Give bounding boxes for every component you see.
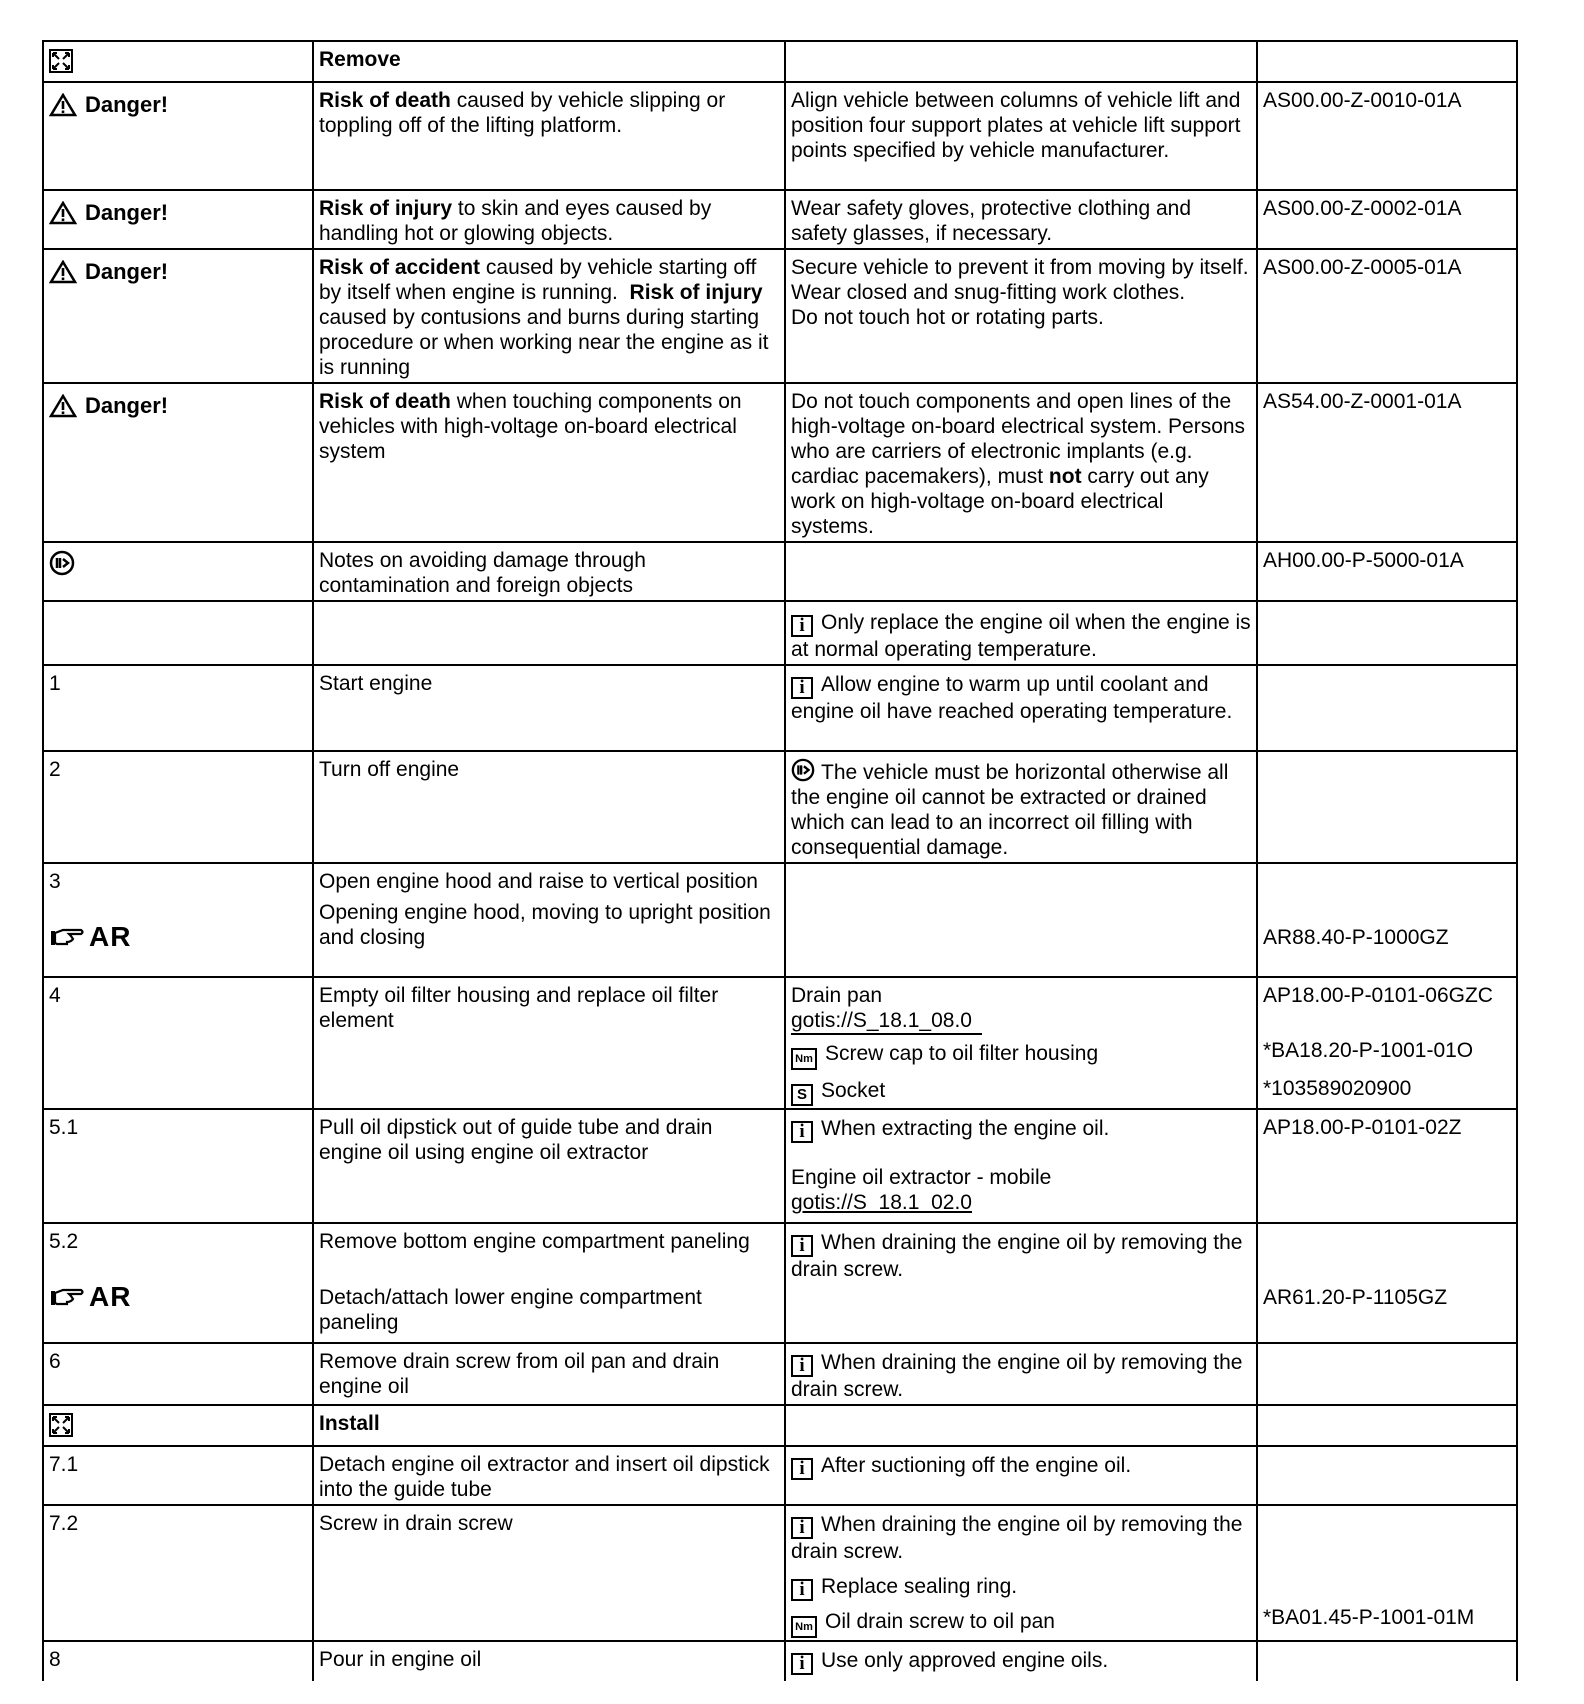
work-procedure-table [42,40,1518,1681]
expand-icon [49,49,73,73]
step-number: 6 [43,1343,313,1405]
step-row: 5.1 Pull oil dipstick out of guide tube and drain engine oil using engine oil extractor i When extracting the engine oil. Engine oil extractor - mobile gotis://S_18.1_02.0 AP18.00-P-0101-02Z [43,1109,1517,1223]
warning-triangle-icon [49,93,77,117]
step-row: 2 Turn off engine The vehicle must be horizontal otherwise all the engine oil cannot be extracted or drained which can lead to an incorrect oil filling with consequential damage. [43,751,1517,863]
notes-text: Notes on avoiding damage through contamination and foreign objects [313,542,785,601]
ar-text: Detach/attach lower engine compartment paneling [319,1286,702,1334]
caution-hand-icon [791,758,815,782]
info-icon: i [791,1653,813,1675]
special-tool-icon: S [791,1084,813,1106]
info-icon: i [791,1517,813,1539]
ar-reference-label: AR [49,924,307,949]
step-number: 7.2 [43,1505,313,1641]
step-row: 4 Empty oil filter housing and replace oil filter element Drain pan gotis://S_18.1_08.0 Nm Screw cap to oil filter housing S Socket AP18.00-P-0101-06GZC *BA18.20-P-1001-01O *103589020900 [43,977,1517,1109]
equipment-name: Engine oil extractor - mobile [791,1166,1052,1189]
ar-text: Opening engine hood, moving to upright position and closing [319,901,771,949]
info-icon: i [791,1579,813,1601]
step-text: Open engine hood and raise to vertical position [319,870,758,893]
step-text: Turn off engine [313,751,785,863]
step-number: 7.1 [43,1446,313,1505]
document-reference[interactable]: AH00.00-P-5000-01A [1257,542,1517,601]
danger-label: Danger! [49,200,307,225]
danger-measure: Wear safety gloves, protective clothing and safety glasses, if necessary. [785,190,1257,249]
torque-reference[interactable]: *BA01.45-P-1001-01M [1263,1606,1475,1629]
step-number: 2 [43,751,313,863]
step-number: 5.2 [49,1230,79,1253]
info-icon: i [791,1355,813,1377]
info-icon: i [791,677,813,699]
gotis-link[interactable]: gotis://S_18.1_02.0 [791,1191,972,1214]
danger-label: Danger! [49,393,307,418]
document-reference[interactable]: AR61.20-P-1105GZ [1263,1286,1448,1309]
step-text: Remove bottom engine compartment paneling [319,1230,750,1253]
notes-row [43,542,1517,601]
danger-measure: Secure vehicle to prevent it from moving by itself. Wear closed and snug-fitting work clothes. Do not touch hot or rotating parts. [785,249,1257,383]
step-number: 1 [43,665,313,751]
section-title: Remove [319,48,401,71]
document-reference[interactable]: AR88.40-P-1000GZ [1263,926,1449,949]
caution-hand-icon [49,550,75,576]
document-reference[interactable]: AP18.00-P-0101-02Z [1257,1109,1517,1223]
info-icon: i [791,1121,813,1143]
hand-pointer-icon [49,925,85,949]
step-number: 3 [49,870,61,893]
torque-icon: Nm [791,1616,817,1638]
danger-row: Danger! Risk of accident caused by vehicle starting off by itself when engine is running. Risk of injury caused by contusions and burns during starting procedure or when working near the engine as it is running Secure vehicle to prevent it from moving by itself. Wear closed and snug-fitting work clothes. Do not touch hot or rotating parts. AS00.00-Z-0005-01A [43,249,1517,383]
step-text: Pull oil dipstick out of guide tube and drain engine oil using engine oil extractor [313,1109,785,1223]
danger-measure: Align vehicle between columns of vehicle lift and position four support plates at vehicle lift support points specified by vehicle manufacturer. [785,82,1257,190]
warning-triangle-icon [49,260,77,284]
section-row-remove [43,41,1517,82]
step-row: 7.2 Screw in drain screw i When draining the engine oil by removing the drain screw. i Replace sealing ring. Nm Oil drain screw to oil pan *BA01.45-P-1001-01M [43,1505,1517,1641]
note-row: i Only replace the engine oil when the engine is at normal operating temperature. [43,601,1517,665]
danger-row: Danger! Risk of death caused by vehicle slipping or toppling off of the lifting platform. Align vehicle between columns of vehicle lift and position four support plates at vehicle lift support points specified by vehicle manufacturer. AS00.00-Z-0010-01A [43,82,1517,190]
document-reference[interactable]: AS00.00-Z-0010-01A [1257,82,1517,190]
step-row: 6 Remove drain screw from oil pan and drain engine oil i When draining the engine oil by removing the drain screw. [43,1343,1517,1405]
danger-label: Danger! [49,92,307,117]
info-icon: i [791,1235,813,1257]
step-text: Detach engine oil extractor and insert oil dipstick into the guide tube [313,1446,785,1505]
step-number: 5.1 [43,1109,313,1223]
torque-icon: Nm [791,1048,817,1070]
hand-pointer-icon [49,1285,85,1309]
document-reference[interactable]: AS54.00-Z-0001-01A [1257,383,1517,542]
step-text: Screw in drain screw [313,1505,785,1641]
info-icon: i [791,615,813,637]
expand-icon [49,1413,73,1437]
step-row: 1 Start engine i Allow engine to warm up until coolant and engine oil have reached operating temperature. [43,665,1517,751]
step-row: 5.2 AR Remove bottom engine compartment paneling Detach/attach lower engine compartment paneling i When draining the engine oil by removing the drain screw. AR61.20-P-1105GZ [43,1223,1517,1343]
section-title: Install [319,1412,380,1435]
torque-reference[interactable]: *BA18.20-P-1001-01O [1263,1039,1474,1062]
warning-triangle-icon [49,201,77,225]
section-row-install [43,1405,1517,1446]
document-reference[interactable]: AS00.00-Z-0002-01A [1257,190,1517,249]
info-icon: i [791,1458,813,1480]
gotis-link[interactable]: gotis://S_18.1_08.0 [791,1008,982,1035]
section-icon-cell [43,41,313,82]
danger-row: Danger! Risk of death when touching components on vehicles with high-voltage on-board electrical system Do not touch components and open lines of the high-voltage on-board electrical system. Persons who are carriers of electronic implants (e.g. cardiac pacemakers), must not carry out any work on high-voltage on-board electrical systems. AS54.00-Z-0001-01A [43,383,1517,542]
document-reference[interactable]: AS00.00-Z-0005-01A [1257,249,1517,383]
step-row: 7.1 Detach engine oil extractor and insert oil dipstick into the guide tube i After suctioning off the engine oil. [43,1446,1517,1505]
step-row: 8 Pour in engine oil i Use only approved engine oils. [43,1641,1517,1681]
step-text: Remove drain screw from oil pan and drain engine oil [313,1343,785,1405]
step-text: Empty oil filter housing and replace oil filter element [313,977,785,1109]
warning-triangle-icon [49,394,77,418]
equipment-name: Drain pan [791,984,883,1007]
danger-row: Danger! Risk of injury to skin and eyes caused by handling hot or glowing objects. Wear safety gloves, protective clothing and safety glasses, if necessary. AS00.00-Z-0002-01A [43,190,1517,249]
step-number: 8 [43,1641,313,1681]
step-row [43,863,1517,977]
step-text: Pour in engine oil [313,1641,785,1681]
danger-label: Danger! [49,259,307,284]
tool-reference[interactable]: *103589020900 [1263,1077,1412,1100]
step-text: Start engine [313,665,785,751]
document-reference[interactable]: AP18.00-P-0101-06GZC [1263,984,1493,1007]
step-number: 4 [43,977,313,1109]
danger-measure: Do not touch components and open lines of the high-voltage on-board electrical system. Persons who are carriers of electronic implants (e.g. cardiac pacemakers), must not carry out any work on high-voltage on-board electrical systems. [785,383,1257,542]
ar-reference-label: AR [49,1284,307,1309]
